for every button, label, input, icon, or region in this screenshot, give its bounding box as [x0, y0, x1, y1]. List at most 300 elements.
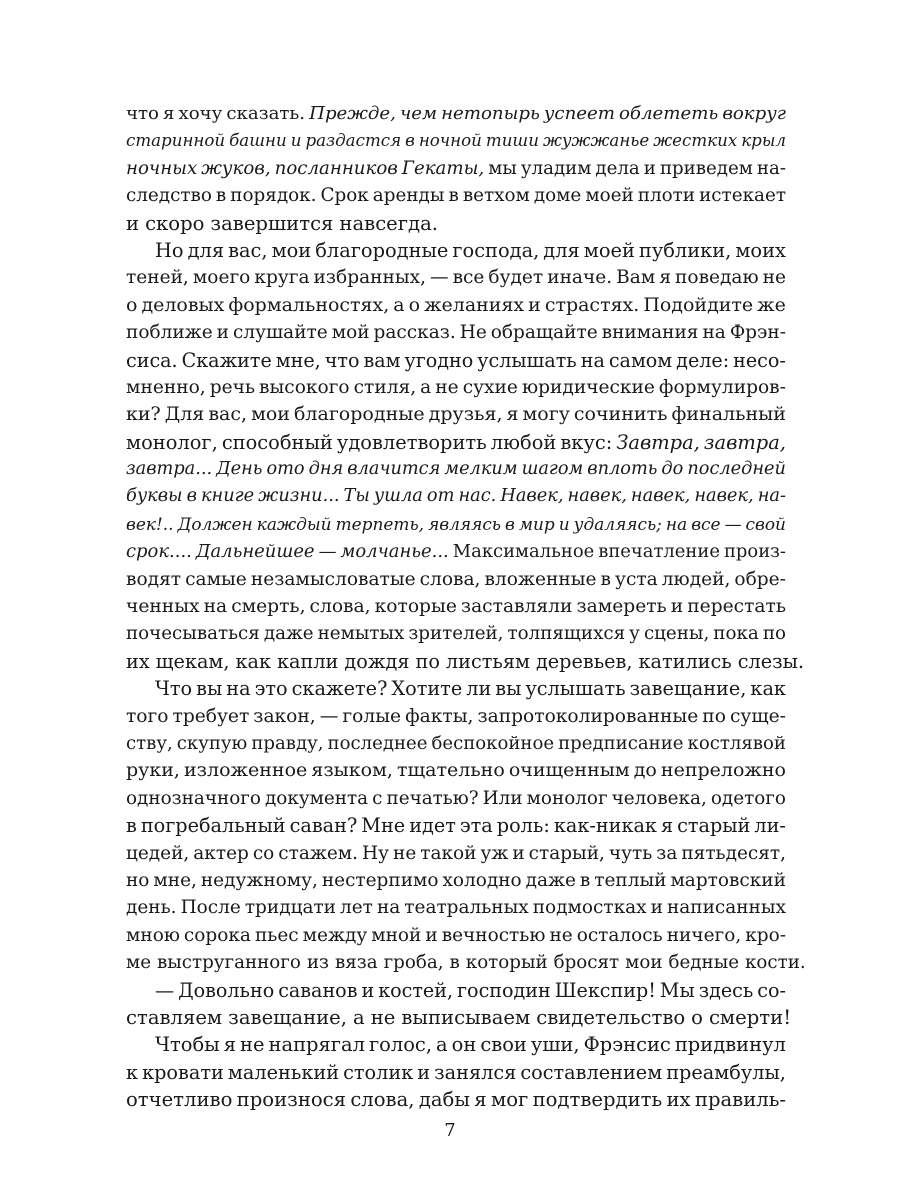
word: мог — [490, 1088, 529, 1112]
word: мир — [518, 513, 555, 534]
word: катились — [638, 649, 732, 673]
word: мой — [331, 322, 370, 344]
word: Завтра, — [616, 430, 700, 454]
word: я — [506, 403, 519, 426]
word: навек, — [694, 486, 754, 507]
word: о — [691, 1005, 703, 1029]
word: изложенное — [183, 759, 308, 782]
word: зрителей, — [408, 623, 504, 645]
word: листьям — [445, 649, 530, 673]
text-line — [126, 757, 786, 784]
word: впечатление — [598, 541, 720, 563]
text-line — [126, 100, 786, 127]
word: старый, — [528, 842, 605, 864]
word: свой — [745, 513, 786, 534]
word: пока — [713, 623, 759, 645]
word: о — [126, 293, 138, 316]
word: мне, — [275, 348, 321, 372]
word: уж — [480, 842, 509, 864]
text-line — [126, 785, 786, 812]
word: слезы. — [737, 649, 805, 673]
word: слова, — [350, 1088, 415, 1112]
word: по — [702, 705, 726, 727]
word: как — [750, 677, 786, 701]
word: идет — [409, 814, 456, 838]
word: ничего, — [666, 924, 742, 946]
word: почесываться — [126, 623, 260, 645]
word: подмостках — [532, 897, 647, 919]
word: мне, — [153, 869, 197, 891]
word: Скажите — [181, 348, 272, 372]
word: не — [393, 842, 417, 864]
word: Чтобы — [155, 1033, 220, 1057]
word: срок.... — [126, 541, 192, 563]
word: сухие — [462, 376, 518, 398]
word: нас. — [458, 486, 497, 507]
word: вплоть — [587, 459, 658, 480]
word: успеет — [543, 103, 615, 124]
word: желаниях — [424, 293, 525, 316]
word: ушла — [373, 486, 423, 507]
word: произ- — [723, 541, 786, 563]
word: их — [126, 649, 150, 673]
word: правиль- — [694, 1088, 786, 1112]
word: до — [633, 759, 657, 782]
word: услышать — [477, 348, 577, 372]
word: в — [215, 185, 227, 207]
text-line — [126, 922, 786, 949]
word: а — [436, 1033, 448, 1057]
word: дня — [308, 459, 344, 480]
word: Максимальное — [452, 541, 595, 563]
word: благородные — [293, 403, 425, 426]
word: факты, — [405, 705, 474, 727]
word: угодно — [404, 348, 474, 372]
word: мною — [126, 924, 180, 946]
word: смерть, — [231, 596, 306, 618]
word: такой — [420, 842, 477, 864]
text-line — [126, 894, 786, 921]
text-line — [126, 264, 786, 291]
word: друзья, — [428, 403, 503, 426]
word: башни — [229, 131, 287, 151]
text-line — [126, 812, 786, 839]
word: сцены, — [643, 623, 710, 645]
word: аренды — [372, 185, 445, 207]
word: Шекспир! — [554, 978, 656, 1002]
word: подтвердить — [532, 1088, 663, 1112]
word: Хотите — [391, 677, 463, 701]
word: книге — [200, 486, 255, 507]
word: замереть — [576, 596, 667, 618]
word: щекам, — [155, 649, 230, 673]
word: и — [216, 322, 229, 344]
word: дела — [595, 157, 640, 179]
word: я — [659, 267, 672, 289]
word: ночных — [126, 157, 198, 179]
word: обращайте — [490, 322, 598, 344]
word: доме — [533, 185, 582, 207]
word: обре- — [734, 568, 786, 590]
text-line — [126, 730, 786, 757]
word: на- — [757, 486, 786, 507]
text-line — [126, 155, 786, 182]
word: каждый — [256, 513, 332, 534]
text-line — [126, 977, 786, 1004]
text-line — [126, 319, 786, 346]
word: — — [430, 267, 449, 289]
word: деловых — [141, 293, 225, 316]
word: языком, — [311, 759, 393, 782]
word: беспокойное — [431, 732, 555, 754]
word: господин — [457, 978, 551, 1002]
word: лет — [340, 897, 373, 919]
word: плоти — [637, 185, 696, 207]
word: дождя — [344, 649, 410, 673]
word: жуков, — [201, 157, 271, 179]
word: Для — [164, 403, 205, 426]
word: ству, — [126, 732, 173, 754]
word: а — [393, 293, 405, 316]
word: деревьев, — [535, 649, 633, 673]
word: печатью? — [386, 787, 479, 809]
word: жужжанье — [542, 131, 650, 151]
word: скажете? — [291, 677, 388, 701]
word: деле: — [676, 348, 730, 372]
word: костей, — [378, 978, 454, 1002]
word: Довольно — [178, 978, 275, 1002]
word: и — [290, 131, 302, 151]
word: услышать — [525, 677, 626, 701]
word: Должен — [177, 513, 253, 534]
word: в — [405, 131, 415, 151]
word: слова, — [309, 596, 371, 618]
word: на- — [756, 157, 786, 179]
text-line — [126, 593, 786, 620]
word: но — [126, 869, 150, 891]
word: Гекаты, — [401, 157, 485, 179]
word: свидетельство — [536, 1005, 686, 1029]
word: роль: — [496, 814, 550, 838]
word: последнее — [327, 732, 428, 754]
word: удаляясь; — [573, 513, 662, 534]
word: жизни... — [258, 486, 340, 507]
word: следство — [126, 185, 212, 207]
word: людей, — [661, 568, 731, 590]
word: ме — [126, 952, 151, 974]
word: тщательно — [397, 759, 505, 782]
word: завтра, — [703, 430, 786, 454]
text-line — [126, 1031, 786, 1058]
word: в — [449, 952, 460, 974]
word: скоро — [145, 211, 205, 235]
text-line — [126, 1059, 786, 1086]
word: а — [353, 1005, 365, 1029]
word: вас, — [208, 403, 248, 426]
word: эта — [459, 814, 493, 838]
word: иначе. — [547, 267, 613, 289]
word: документа — [264, 787, 369, 809]
word: столик — [343, 1060, 414, 1084]
word: буквы — [126, 486, 183, 507]
word: голые — [342, 705, 402, 727]
word: здесь — [698, 978, 754, 1002]
word: заставляли — [460, 596, 573, 618]
word: уладим — [520, 157, 592, 179]
word: рассказ. — [373, 322, 456, 344]
text-line — [126, 429, 786, 456]
word: не — [762, 267, 786, 289]
word: терпеть, — [335, 513, 425, 534]
word: мартовский — [670, 869, 786, 891]
text-line — [126, 648, 805, 675]
word: Но — [155, 238, 184, 262]
word: и — [417, 1060, 431, 1084]
word: как — [235, 649, 272, 673]
word: завтра... — [126, 459, 213, 480]
word: не — [370, 1005, 396, 1029]
word: что — [126, 103, 159, 124]
word: стиля, — [353, 376, 417, 398]
word: Фрэнсис — [583, 1033, 671, 1057]
word: слова, — [419, 568, 481, 590]
word: в — [126, 814, 137, 838]
word: вам — [363, 348, 401, 372]
word: ото — [266, 459, 305, 480]
word: мои — [251, 403, 290, 426]
word: и — [670, 596, 684, 618]
word: влачится — [347, 459, 441, 480]
word: жестких — [653, 131, 738, 151]
word: являясь — [428, 513, 502, 534]
word: Мне — [361, 814, 406, 838]
word: сказать. — [226, 103, 306, 124]
word: кровати — [142, 1060, 224, 1084]
word: будет — [488, 267, 544, 289]
text-line — [126, 347, 786, 374]
word: кро- — [745, 924, 786, 946]
word: со — [252, 842, 275, 864]
word: День — [216, 459, 263, 480]
word: старый — [677, 814, 751, 838]
word: выписываем — [401, 1005, 531, 1029]
text-line — [126, 182, 786, 209]
word: Что — [155, 677, 193, 701]
word: После — [180, 897, 241, 919]
body-text — [126, 100, 806, 1113]
word: я — [474, 1088, 487, 1112]
word: он — [451, 1033, 477, 1057]
word: мненно, — [126, 376, 206, 398]
word: страстях. — [544, 293, 640, 316]
word: скупую — [176, 732, 248, 754]
word: монолог — [526, 787, 608, 809]
word: даже — [263, 623, 314, 645]
word: завершится — [210, 211, 334, 235]
word: не — [549, 924, 573, 946]
word: Срок — [320, 185, 369, 207]
word: внимания — [601, 322, 699, 344]
word: саванов — [278, 978, 358, 1002]
word: высокого — [259, 376, 350, 398]
word: голос, — [368, 1033, 433, 1057]
word: на — [203, 596, 228, 618]
word: шагом — [521, 459, 584, 480]
word: я — [660, 814, 674, 838]
word: Или — [482, 787, 523, 809]
word: осталось — [576, 924, 663, 946]
word: уши, — [530, 1033, 580, 1057]
word: и — [512, 842, 525, 864]
word: это — [254, 677, 288, 701]
text-line — [126, 949, 806, 976]
word: век!.. — [126, 513, 174, 534]
word: цедей, — [126, 842, 190, 864]
word: формулиров- — [658, 376, 786, 398]
word: монолог, — [126, 430, 218, 454]
word: костлявой — [687, 732, 786, 754]
word: выструганного — [157, 952, 301, 974]
word: о — [408, 293, 421, 316]
word: немытых — [317, 623, 405, 645]
word: моих — [735, 238, 786, 262]
word: руки, — [126, 759, 180, 782]
word: в — [186, 486, 197, 507]
word: правду, — [251, 732, 324, 754]
word: дабы — [418, 1088, 470, 1112]
word: Подойдите — [643, 293, 754, 316]
word: капли — [277, 649, 339, 673]
word: очищенным — [508, 759, 630, 782]
word: непреложно — [660, 759, 786, 782]
word: пятьдесят, — [681, 842, 786, 864]
word: преамбулы, — [666, 1060, 786, 1084]
word: напрягал — [268, 1033, 365, 1057]
word: от — [426, 486, 455, 507]
word: вас, — [228, 238, 268, 262]
word: Не — [459, 322, 487, 344]
word: Дальнейшее — [195, 541, 315, 563]
word: — — [318, 541, 337, 563]
word: закон, — [253, 705, 316, 727]
word: последней — [687, 459, 786, 480]
word: самые — [185, 568, 247, 590]
word: маленький — [227, 1060, 340, 1084]
word: их — [666, 1088, 691, 1112]
word: я — [223, 1033, 237, 1057]
word: завещание, — [228, 1005, 348, 1029]
word: с — [372, 787, 383, 809]
word: водят — [126, 568, 182, 590]
word: порядок. — [230, 185, 317, 207]
text-line — [126, 401, 786, 428]
word: произнося — [236, 1088, 347, 1112]
word: посланников — [274, 157, 398, 179]
word: несо- — [733, 348, 786, 372]
word: крыл — [741, 131, 786, 151]
word: не — [240, 1033, 265, 1057]
word: вяза — [334, 952, 378, 974]
word: вкус: — [560, 430, 613, 454]
word: предписание — [558, 732, 684, 754]
word: облететь — [618, 103, 719, 124]
word: в — [505, 513, 515, 534]
word: удовлетворить — [336, 430, 487, 454]
word: ночной — [418, 131, 482, 151]
word: незамысловатые — [250, 568, 416, 590]
word: составлением — [520, 1060, 663, 1084]
word: одетого — [710, 787, 786, 809]
text-line — [126, 237, 786, 264]
word: на — [376, 897, 401, 919]
word: все — [691, 513, 721, 534]
word: день. — [126, 897, 177, 919]
word: запротоколированные — [477, 705, 699, 727]
word: и — [528, 293, 541, 316]
word: теней, — [126, 267, 189, 289]
word: того — [126, 705, 169, 727]
word: в — [579, 869, 591, 891]
text-line — [126, 840, 786, 867]
word: завещание, — [629, 677, 747, 701]
text-line — [126, 210, 786, 237]
word: стажем. — [278, 842, 359, 864]
word: который — [465, 952, 548, 974]
word: ветхом — [462, 185, 530, 207]
word: мои — [625, 952, 663, 974]
word: все — [452, 267, 485, 289]
word: толпящихся — [507, 623, 626, 645]
text-line — [126, 867, 786, 894]
word: человека, — [611, 787, 707, 809]
word: — — [724, 513, 742, 534]
word: способный — [221, 430, 333, 454]
word: ставляем — [126, 1005, 223, 1029]
word: нестерпимо — [321, 869, 439, 891]
word: на — [580, 348, 605, 372]
word: у — [629, 623, 640, 645]
word: недужному, — [200, 869, 318, 891]
word: гроба, — [383, 952, 444, 974]
word: самом — [608, 348, 673, 372]
word: моего — [192, 267, 251, 289]
word: требует — [172, 705, 250, 727]
word: мной — [371, 924, 422, 946]
word: нетопырь — [441, 103, 540, 124]
word: уста — [615, 568, 658, 590]
word: кости. — [745, 952, 806, 974]
word: молчанье... — [340, 541, 449, 563]
word: речь — [209, 376, 256, 398]
word: суще- — [729, 705, 786, 727]
word: погребальный — [140, 814, 286, 838]
word: моей — [583, 238, 635, 262]
word: перестать — [687, 596, 786, 618]
word: даже — [525, 869, 576, 891]
word: актер — [193, 842, 249, 864]
word: же — [757, 293, 786, 316]
text-line — [126, 675, 786, 702]
word: теплый — [594, 869, 667, 891]
word: на — [665, 513, 688, 534]
word: формальностях, — [228, 293, 390, 316]
word: вы — [495, 677, 522, 701]
word: мои — [271, 238, 312, 262]
word: пьес — [254, 924, 299, 946]
word: мы — [488, 157, 517, 179]
word: написанных — [666, 897, 786, 919]
word: и — [643, 157, 656, 179]
